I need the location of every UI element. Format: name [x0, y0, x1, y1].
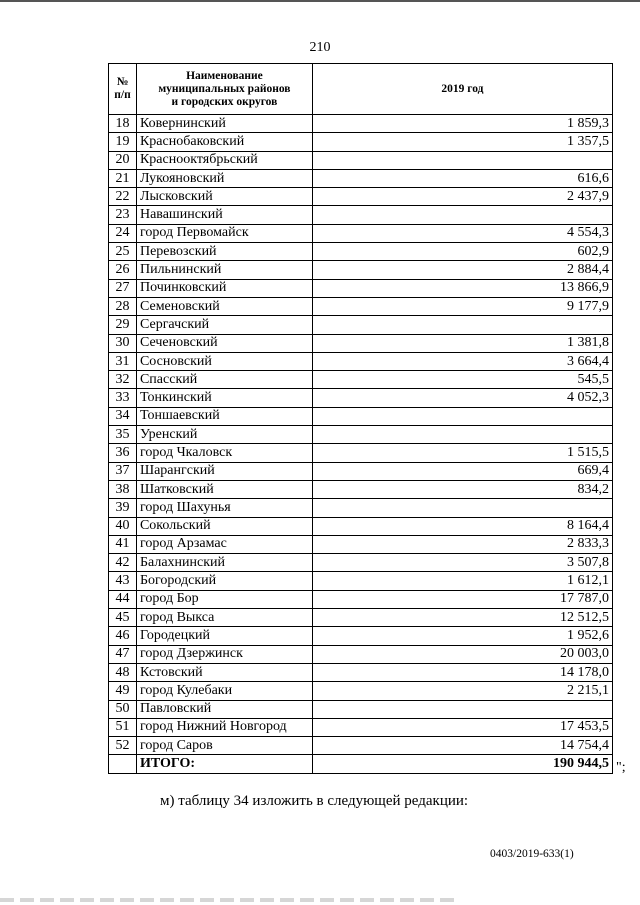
table-header-row — [109, 64, 613, 115]
row-value: 2 437,9 — [312, 188, 612, 206]
row-value: 9 177,9 — [312, 297, 612, 315]
row-value: 14 754,4 — [312, 737, 612, 755]
table-row — [109, 426, 613, 444]
row-district-name: Сеченовский — [136, 334, 312, 352]
row-district-name: город Первомайск — [136, 224, 312, 242]
document-code: 0403/2019-633(1) — [490, 848, 574, 860]
row-number: 22 — [109, 188, 137, 206]
row-district-name: город Шахунья — [136, 499, 312, 517]
table-row — [109, 115, 613, 133]
row-district-name: Навашинский — [136, 206, 312, 224]
row-district-name: город Дзержинск — [136, 645, 312, 663]
row-district-name: Тоншаевский — [136, 407, 312, 425]
total-row — [109, 755, 613, 773]
table-row — [109, 334, 613, 352]
row-number: 18 — [109, 115, 137, 133]
row-district-name: Лукояновский — [136, 169, 312, 187]
header-name: Наименование муниципальных районов и городских округов — [136, 64, 312, 115]
row-value: 12 512,5 — [312, 609, 612, 627]
row-district-name: Сосновский — [136, 352, 312, 370]
table-row — [109, 517, 613, 535]
row-value — [312, 426, 612, 444]
row-district-name: Тонкинский — [136, 389, 312, 407]
row-number: 20 — [109, 151, 137, 169]
table-row — [109, 133, 613, 151]
row-district-name: Сергачский — [136, 316, 312, 334]
row-value: 14 178,0 — [312, 663, 612, 681]
table-row — [109, 151, 613, 169]
table-row — [109, 297, 613, 315]
row-district-name: Семеновский — [136, 297, 312, 315]
row-number: 21 — [109, 169, 137, 187]
total-label: ИТОГО: — [136, 755, 312, 773]
row-number: 49 — [109, 682, 137, 700]
row-value: 616,6 — [312, 169, 612, 187]
row-number: 37 — [109, 462, 137, 480]
row-value: 2 833,3 — [312, 535, 612, 553]
row-value: 2 884,4 — [312, 261, 612, 279]
row-value: 669,4 — [312, 462, 612, 480]
header-year: 2019 год — [312, 64, 612, 115]
row-district-name: город Саров — [136, 737, 312, 755]
page-number: 210 — [309, 40, 331, 55]
row-number: 44 — [109, 590, 137, 608]
table-row — [109, 206, 613, 224]
row-value — [312, 316, 612, 334]
row-value: 1 859,3 — [312, 115, 612, 133]
row-value: 602,9 — [312, 243, 612, 261]
total-num-cell — [109, 755, 137, 773]
row-number: 27 — [109, 279, 137, 297]
row-value: 834,2 — [312, 480, 612, 498]
row-value: 1 952,6 — [312, 627, 612, 645]
row-value: 1 381,8 — [312, 334, 612, 352]
row-value: 3 664,4 — [312, 352, 612, 370]
row-number: 38 — [109, 480, 137, 498]
row-district-name: город Чкаловск — [136, 444, 312, 462]
row-district-name: Городецкий — [136, 627, 312, 645]
row-district-name: город Арзамас — [136, 535, 312, 553]
table-body — [109, 115, 613, 755]
row-number: 26 — [109, 261, 137, 279]
row-value — [312, 700, 612, 718]
table-row — [109, 663, 613, 681]
row-value — [312, 151, 612, 169]
row-district-name: Богородский — [136, 572, 312, 590]
table-row — [109, 371, 613, 389]
row-district-name: Сокольский — [136, 517, 312, 535]
row-value: 17 787,0 — [312, 590, 612, 608]
row-number: 48 — [109, 663, 137, 681]
row-district-name: Спасский — [136, 371, 312, 389]
row-value: 13 866,9 — [312, 279, 612, 297]
row-value: 1 612,1 — [312, 572, 612, 590]
row-district-name: Пильнинский — [136, 261, 312, 279]
row-district-name: Павловский — [136, 700, 312, 718]
row-value — [312, 407, 612, 425]
table-row — [109, 627, 613, 645]
row-value: 1 515,5 — [312, 444, 612, 462]
row-number: 34 — [109, 407, 137, 425]
row-district-name: Балахнинский — [136, 554, 312, 572]
row-value: 2 215,1 — [312, 682, 612, 700]
row-value: 4 052,3 — [312, 389, 612, 407]
row-district-name: город Нижний Новгород — [136, 718, 312, 736]
row-number: 51 — [109, 718, 137, 736]
row-number: 52 — [109, 737, 137, 755]
row-district-name: город Кулебаки — [136, 682, 312, 700]
row-number: 50 — [109, 700, 137, 718]
row-district-name: Кстовский — [136, 663, 312, 681]
row-number: 25 — [109, 243, 137, 261]
row-number: 24 — [109, 224, 137, 242]
table-row — [109, 389, 613, 407]
row-number: 46 — [109, 627, 137, 645]
row-number: 43 — [109, 572, 137, 590]
table-row — [109, 645, 613, 663]
table-row — [109, 462, 613, 480]
table-row — [109, 590, 613, 608]
row-district-name: Лысковский — [136, 188, 312, 206]
row-number: 28 — [109, 297, 137, 315]
row-value — [312, 499, 612, 517]
row-number: 30 — [109, 334, 137, 352]
table-row — [109, 609, 613, 627]
row-number: 32 — [109, 371, 137, 389]
row-number: 39 — [109, 499, 137, 517]
table-row — [109, 554, 613, 572]
row-district-name: город Бор — [136, 590, 312, 608]
header-num: № п/п — [109, 64, 137, 115]
row-number: 47 — [109, 645, 137, 663]
row-number: 19 — [109, 133, 137, 151]
closing-quote: "; — [616, 760, 626, 775]
row-number: 35 — [109, 426, 137, 444]
table-row — [109, 188, 613, 206]
table-row — [109, 737, 613, 755]
row-district-name: Шарангский — [136, 462, 312, 480]
row-district-name: Уренский — [136, 426, 312, 444]
row-value: 545,5 — [312, 371, 612, 389]
table-row — [109, 316, 613, 334]
table-row — [109, 261, 613, 279]
row-value: 3 507,8 — [312, 554, 612, 572]
table-row — [109, 224, 613, 242]
table-row — [109, 279, 613, 297]
row-value: 8 164,4 — [312, 517, 612, 535]
scan-bottom-artifact — [0, 898, 460, 902]
instruction-text: м) таблицу 34 изложить в следующей редакции: — [160, 793, 469, 809]
row-number: 45 — [109, 609, 137, 627]
table-row — [109, 243, 613, 261]
row-number: 41 — [109, 535, 137, 553]
table-row — [109, 682, 613, 700]
row-district-name: Краснобаковский — [136, 133, 312, 151]
row-number: 31 — [109, 352, 137, 370]
table-row — [109, 572, 613, 590]
table-row — [109, 169, 613, 187]
row-district-name: Шатковский — [136, 480, 312, 498]
row-value — [312, 206, 612, 224]
table-row — [109, 535, 613, 553]
row-number: 40 — [109, 517, 137, 535]
total-value: 190 944,5 — [312, 755, 612, 773]
table-row — [109, 480, 613, 498]
row-district-name: Перевозский — [136, 243, 312, 261]
row-number: 42 — [109, 554, 137, 572]
table-row — [109, 499, 613, 517]
row-district-name: Ковернинский — [136, 115, 312, 133]
row-value: 1 357,5 — [312, 133, 612, 151]
table-row — [109, 407, 613, 425]
row-number: 29 — [109, 316, 137, 334]
scan-top-border — [0, 0, 640, 2]
row-number: 33 — [109, 389, 137, 407]
table-row — [109, 718, 613, 736]
row-value: 20 003,0 — [312, 645, 612, 663]
table-row — [109, 352, 613, 370]
row-number: 23 — [109, 206, 137, 224]
row-district-name: Краснооктябрьский — [136, 151, 312, 169]
row-district-name: Починковский — [136, 279, 312, 297]
row-value: 17 453,5 — [312, 718, 612, 736]
table-row — [109, 444, 613, 462]
row-number: 36 — [109, 444, 137, 462]
row-value: 4 554,3 — [312, 224, 612, 242]
subsidy-table — [108, 63, 613, 774]
row-district-name: город Выкса — [136, 609, 312, 627]
table-row — [109, 700, 613, 718]
